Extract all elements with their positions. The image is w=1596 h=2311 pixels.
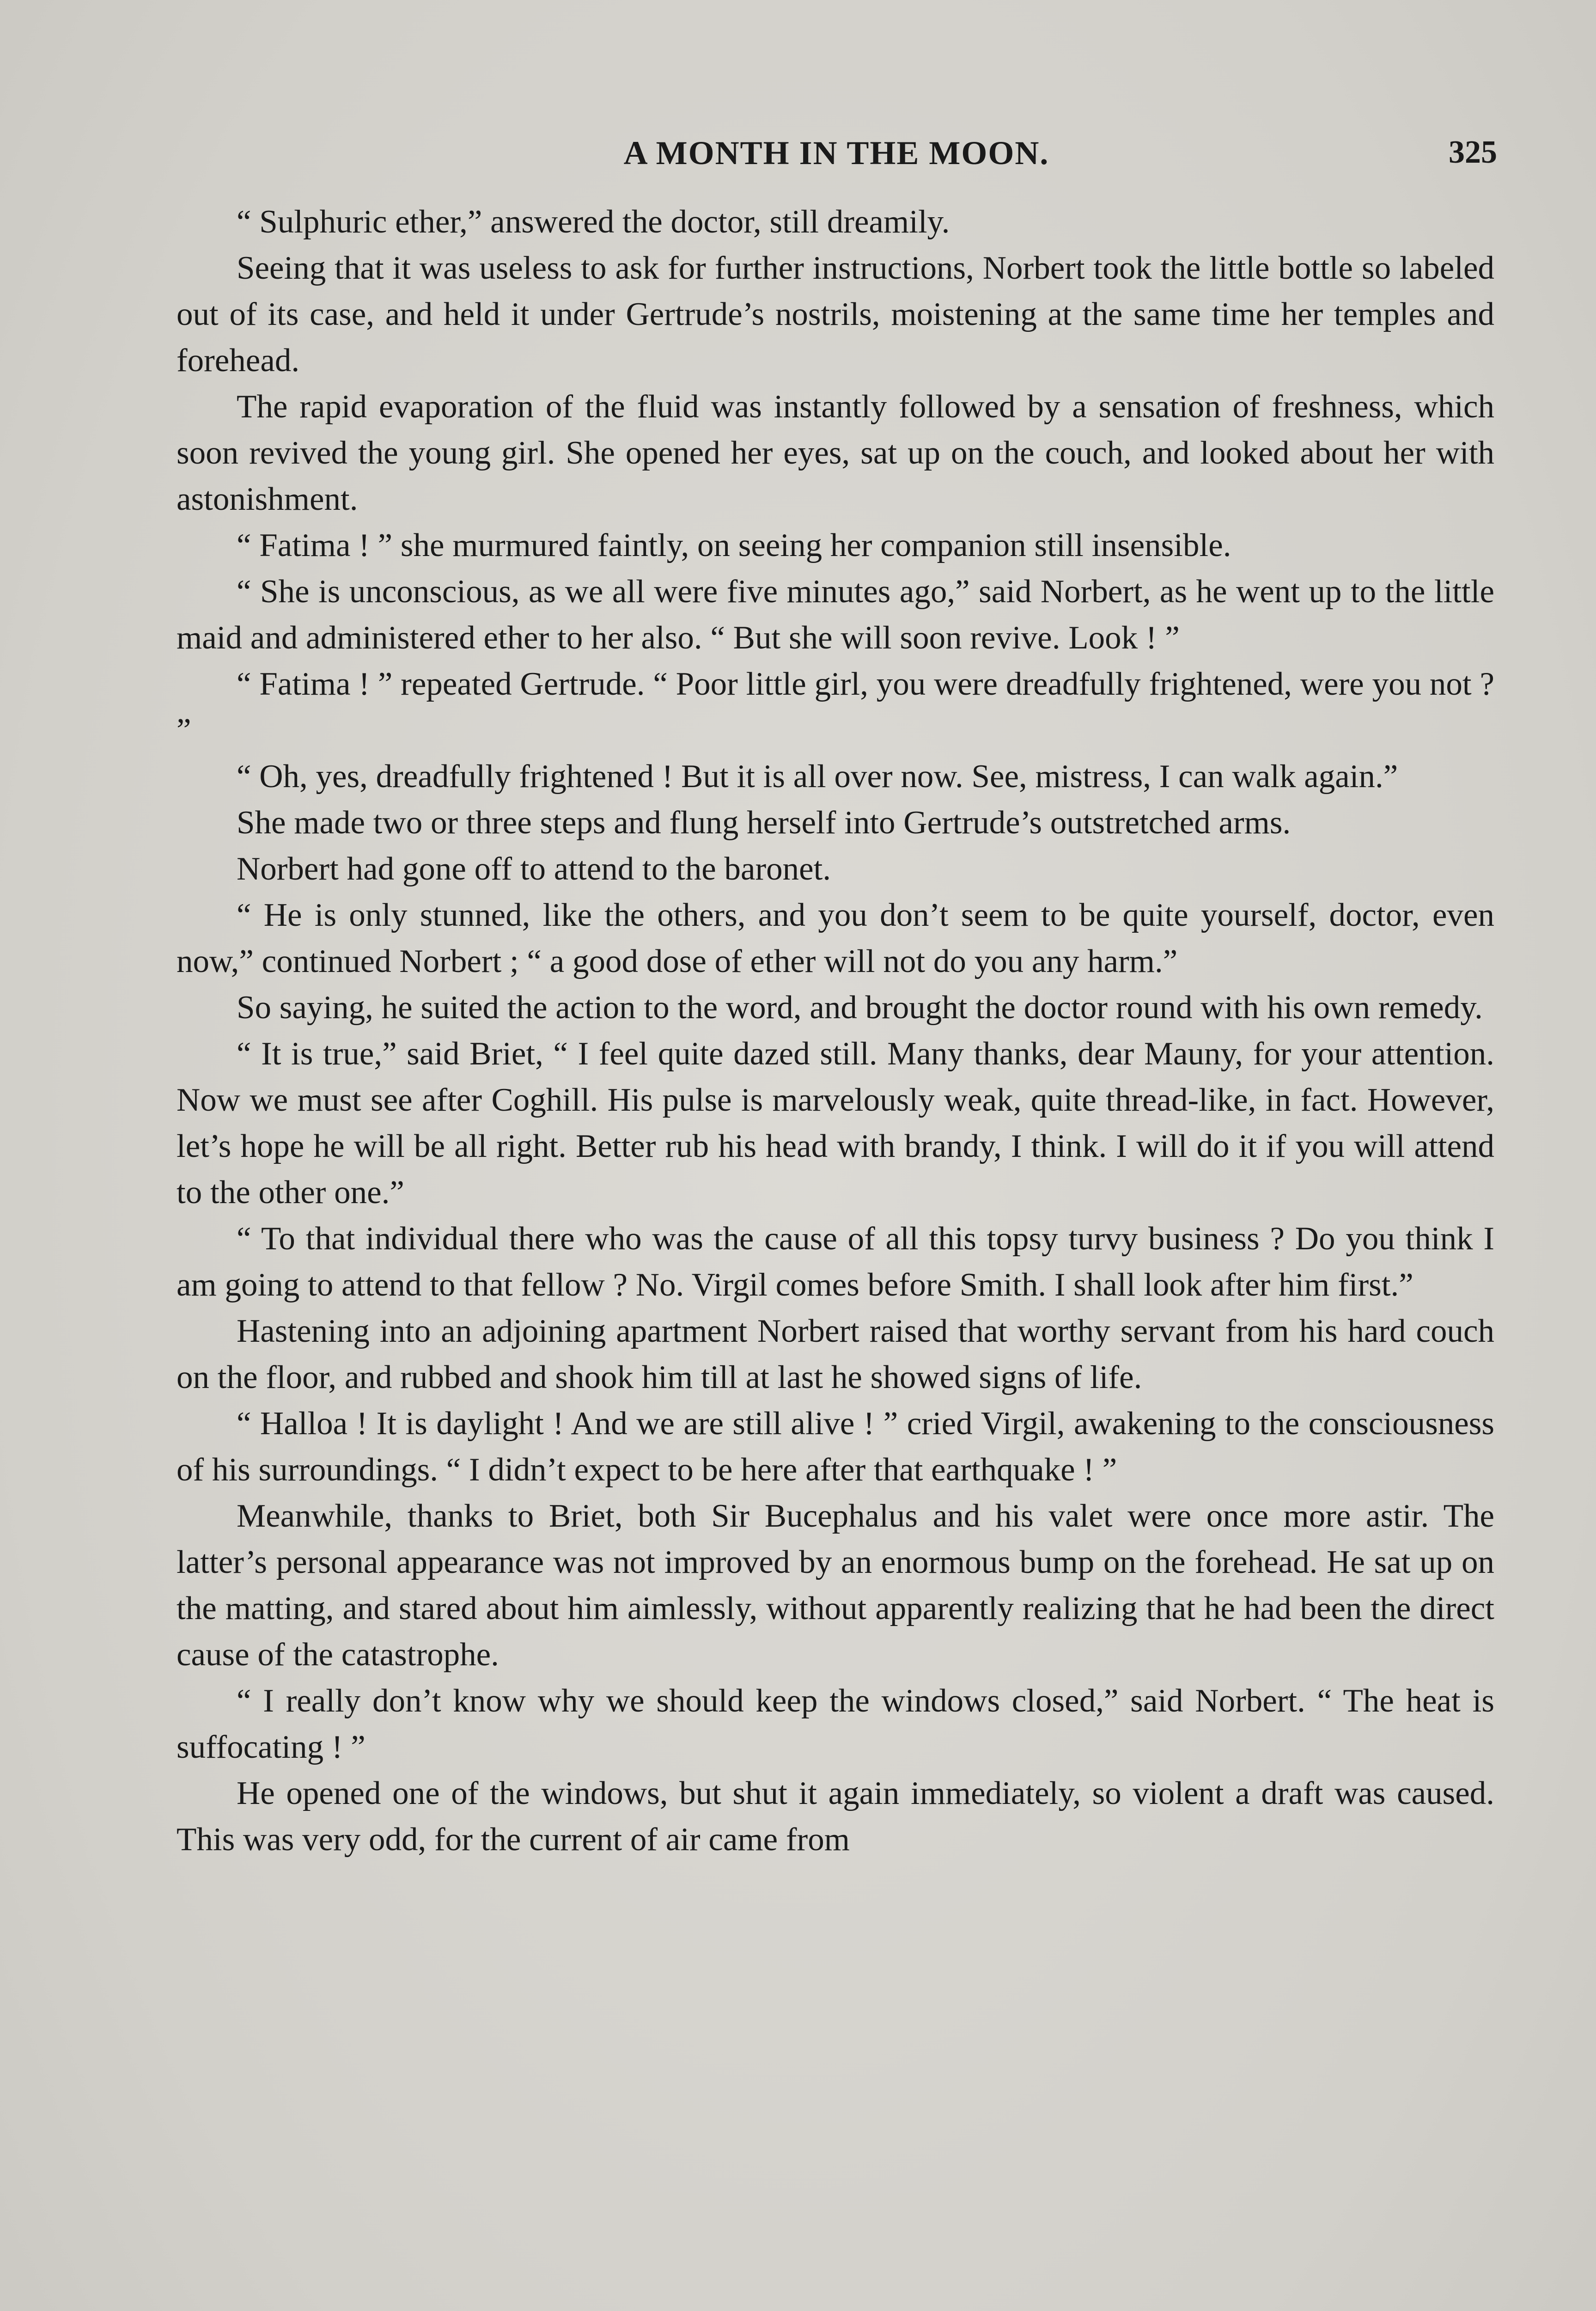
running-title: A MONTH IN THE MOON. (623, 135, 1049, 171)
paragraph: “ Sulphuric ether,” answered the doctor, still dreamily. (237, 204, 950, 240)
running-head (176, 134, 1497, 185)
body-text (177, 199, 1494, 1863)
paragraph: “ I really don’t know why we should keep the windows closed,” said Norbert. “ The heat is suffocating ! ” (177, 1683, 1494, 1765)
paragraph: “ To that individual there who was the cause of all this topsy turvy business ? Do you think I am going to attend to that fellow ? No. Virgil comes before Smith. I shall look after him first.” (177, 1221, 1494, 1303)
paragraph: So saying, he suited the action to the word, and brought the doctor round with his own remedy. (237, 990, 1483, 1026)
paragraph: Norbert had gone off to attend to the baronet. (237, 851, 831, 887)
paragraph: He opened one of the windows, but shut it again immediately, so violent a draft was caused. This was very odd, for the current of air came from (177, 1775, 1494, 1858)
paragraph: Meanwhile, thanks to Briet, both Sir Bucephalus and his valet were once more astir. The latter’s personal appearance was not improved by an enormous bump on the forehead. He sat up on the matting, and stared about him aimlessly, without apparently realizing that he had been the direct cause of the catastrophe. (177, 1498, 1494, 1673)
paragraph: She made two or three steps and flung herself into Gertrude’s outstretched arms. (237, 805, 1291, 841)
paragraph: Seeing that it was useless to ask for further instructions, Norbert took the little bottle so labeled out of its case, and held it under Gertrude’s nostrils, moistening at the same time her temples and forehead. (177, 250, 1494, 379)
paragraph: “ He is only stunned, like the others, and you don’t seem to be quite yourself, doctor, even now,” continued Norbert ; “ a good dose of ether will not do you any harm.” (177, 897, 1494, 979)
paragraph: “ She is unconscious, as we all were five minutes ago,” said Norbert, as he went up to the little maid and administered ether to her also. “ But she will soon revive. Look ! ” (177, 574, 1494, 656)
paragraph: “ Halloa ! It is daylight ! And we are still alive ! ” cried Virgil, awakening to the consciousness of his surroundings. “ I didn’t expect to be here after that earthquake ! ” (177, 1406, 1494, 1488)
paragraph: “ Fatima ! ” she murmured faintly, on seeing her companion still insensible. (237, 527, 1231, 563)
paragraph: “ It is true,” said Briet, “ I feel quite dazed still. Many thanks, dear Mauny, for your attention. Now we must see after Coghill. His pulse is marvelously weak, quite thread-like, in fact. However, let’s hope he will be all right. Better rub his head with brandy, I think. I will do it if you will attend to the other one.” (177, 1036, 1494, 1211)
page-number: 325 (1449, 135, 1497, 170)
paragraph: Hastening into an adjoining apartment Norbert raised that worthy servant from his hard couch on the floor, and rubbed and shook him till at last he showed signs of life. (177, 1313, 1494, 1395)
paragraph: “ Fatima ! ” repeated Gertrude. “ Poor little girl, you were dreadfully frightened, were you not ? ” (177, 666, 1494, 748)
paragraph: “ Oh, yes, dreadfully frightened ! But it is all over now. See, mistress, I can walk again.” (237, 758, 1398, 795)
paragraph: The rapid evaporation of the fluid was instantly followed by a sensation of freshness, which soon revived the young girl. She opened her eyes, sat up on the couch, and looked about her with astonishment. (177, 389, 1494, 517)
